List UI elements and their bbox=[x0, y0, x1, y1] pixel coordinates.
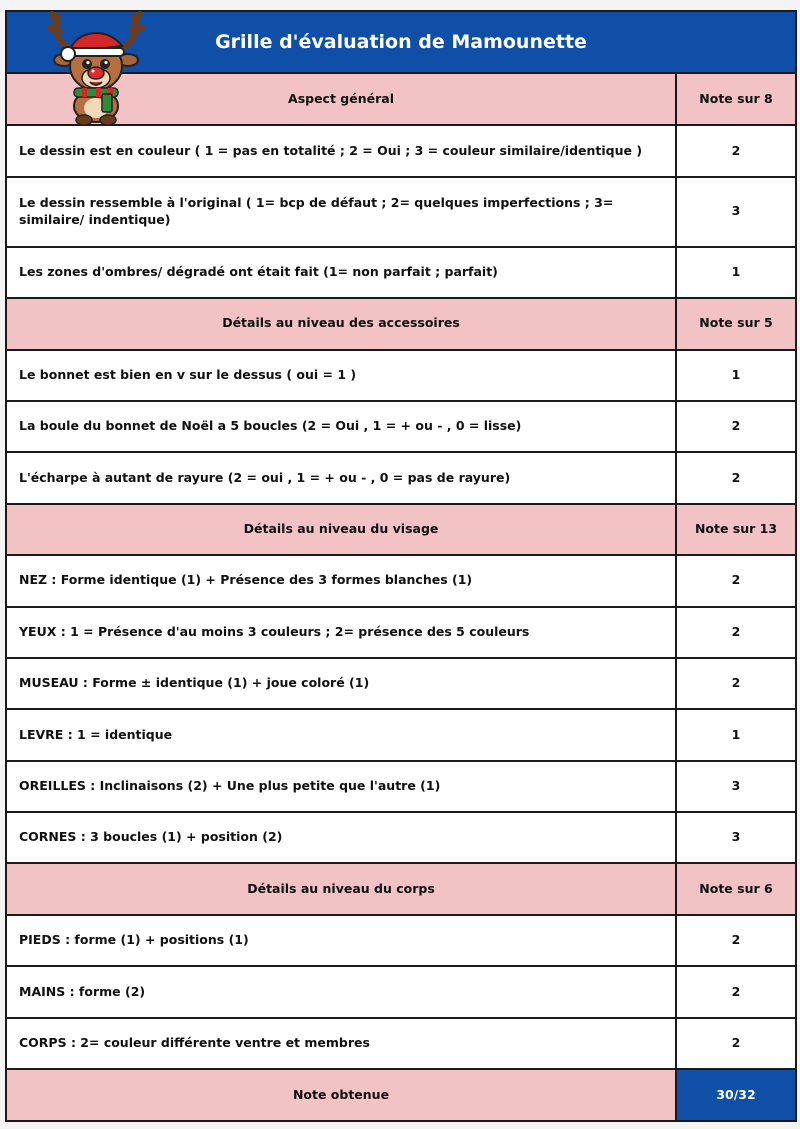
section-header-row bbox=[7, 504, 795, 555]
criterion-row bbox=[7, 247, 795, 298]
criterion-score: 2 bbox=[676, 1018, 795, 1069]
page-title: Grille d'évaluation de Mamounette bbox=[7, 12, 795, 74]
criterion-score: 1 bbox=[676, 247, 795, 298]
section-title: Détails au niveau des accessoires bbox=[7, 298, 676, 349]
criterion-label: L'écharpe à autant de rayure (2 = oui , 1 = + ou - , 0 = pas de rayure) bbox=[7, 452, 676, 503]
section-header-row bbox=[7, 863, 795, 914]
criterion-label: La boule du bonnet de Noël a 5 boucles (2 = Oui , 1 = + ou - , 0 = lisse) bbox=[7, 401, 676, 452]
section-header-row bbox=[7, 298, 795, 349]
criterion-row bbox=[7, 555, 795, 606]
total-label: Note obtenue bbox=[7, 1069, 676, 1120]
criterion-score: 2 bbox=[676, 401, 795, 452]
criterion-score: 2 bbox=[676, 966, 795, 1017]
criterion-row bbox=[7, 658, 795, 709]
criterion-row bbox=[7, 350, 795, 401]
section-max-score: Note sur 6 bbox=[676, 863, 795, 914]
section-max-score: Note sur 8 bbox=[676, 74, 795, 125]
criterion-score: 3 bbox=[676, 177, 795, 247]
section-max-score: Note sur 13 bbox=[676, 504, 795, 555]
criterion-row bbox=[7, 812, 795, 863]
criterion-row bbox=[7, 709, 795, 760]
criterion-score: 2 bbox=[676, 555, 795, 606]
criterion-row bbox=[7, 761, 795, 812]
criterion-score: 2 bbox=[676, 125, 795, 176]
criterion-label: Les zones d'ombres/ dégradé ont était fait (1= non parfait ; parfait) bbox=[7, 247, 676, 298]
criterion-row bbox=[7, 607, 795, 658]
criterion-score: 3 bbox=[676, 812, 795, 863]
evaluation-table bbox=[7, 74, 795, 1120]
criterion-row bbox=[7, 125, 795, 176]
criterion-label: OREILLES : Inclinaisons (2) + Une plus petite que l'autre (1) bbox=[7, 761, 676, 812]
criterion-label: MAINS : forme (2) bbox=[7, 966, 676, 1017]
total-row bbox=[7, 1069, 795, 1120]
section-title: Détails au niveau du corps bbox=[7, 863, 676, 914]
criterion-label: CORNES : 3 boucles (1) + position (2) bbox=[7, 812, 676, 863]
criterion-score: 1 bbox=[676, 350, 795, 401]
criterion-row bbox=[7, 966, 795, 1017]
section-title: Détails au niveau du visage bbox=[7, 504, 676, 555]
section-title: Aspect général bbox=[7, 74, 676, 125]
criterion-label: NEZ : Forme identique (1) + Présence des 3 formes blanches (1) bbox=[7, 555, 676, 606]
criterion-row bbox=[7, 401, 795, 452]
criterion-label: PIEDS : forme (1) + positions (1) bbox=[7, 915, 676, 966]
criterion-score: 1 bbox=[676, 709, 795, 760]
criterion-score: 2 bbox=[676, 452, 795, 503]
criterion-row bbox=[7, 177, 795, 247]
criterion-score: 2 bbox=[676, 607, 795, 658]
criterion-label: Le bonnet est bien en v sur le dessus ( oui = 1 ) bbox=[7, 350, 676, 401]
criterion-label: LEVRE : 1 = identique bbox=[7, 709, 676, 760]
criterion-row bbox=[7, 915, 795, 966]
criterion-label: MUSEAU : Forme ± identique (1) + joue coloré (1) bbox=[7, 658, 676, 709]
criterion-row bbox=[7, 452, 795, 503]
evaluation-sheet bbox=[5, 10, 797, 1122]
criterion-row bbox=[7, 1018, 795, 1069]
criterion-score: 2 bbox=[676, 915, 795, 966]
criterion-score: 2 bbox=[676, 658, 795, 709]
reindeer-mascot-icon bbox=[46, 8, 146, 126]
section-max-score: Note sur 5 bbox=[676, 298, 795, 349]
criterion-score: 3 bbox=[676, 761, 795, 812]
total-score: 30/32 bbox=[676, 1069, 795, 1120]
criterion-label: CORPS : 2= couleur différente ventre et membres bbox=[7, 1018, 676, 1069]
criterion-label: YEUX : 1 = Présence d'au moins 3 couleurs ; 2= présence des 5 couleurs bbox=[7, 607, 676, 658]
criterion-label: Le dessin est en couleur ( 1 = pas en totalité ; 2 = Oui ; 3 = couleur similaire/identique ) bbox=[7, 125, 676, 176]
criterion-label: Le dessin ressemble à l'original ( 1= bcp de défaut ; 2= quelques imperfections ; 3= similaire/ indentique) bbox=[7, 177, 676, 247]
